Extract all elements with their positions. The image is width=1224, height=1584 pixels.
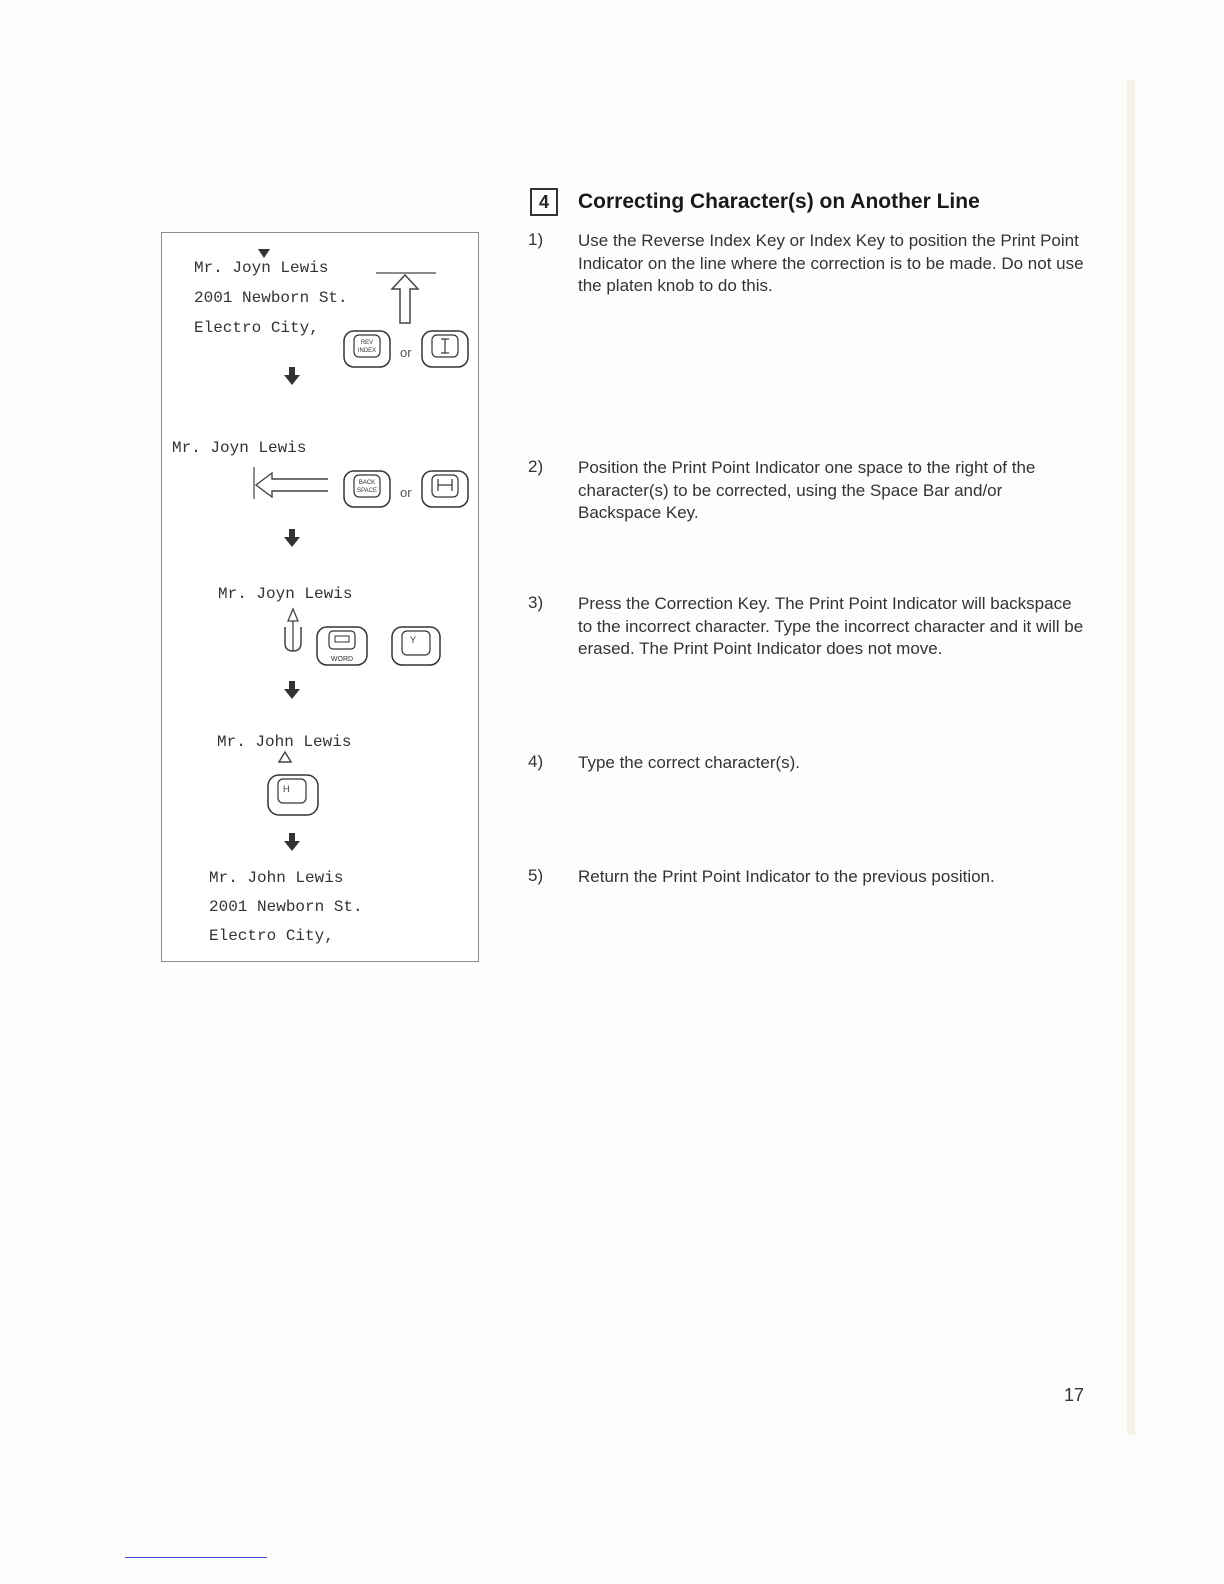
svg-text:SPACE: SPACE: [357, 488, 377, 494]
page-number: 17: [1064, 1385, 1085, 1405]
step-number: 4): [528, 752, 544, 771]
bottom-rule: [125, 1557, 267, 1558]
step-text: Use the Reverse Index Key or Index Key to position the Print Point Indicator on the line where the correction is to be made. Do not use the platen knob to do this.: [578, 231, 1084, 295]
y-key-icon: [390, 625, 442, 667]
backspace-key-icon: [342, 469, 392, 509]
u-turn-arrow-icon: [280, 605, 306, 653]
step-text: Return the Print Point Indicator to the previous position.: [578, 867, 995, 886]
svg-text:INDEX: INDEX: [357, 348, 377, 354]
down-arrow-icon: [284, 367, 300, 385]
address-line-1: Mr. Joyn Lewis: [218, 585, 353, 603]
address-line-1: Mr. Joyn Lewis: [172, 439, 307, 457]
address-line-1: Mr. Joyn Lewis: [194, 259, 329, 277]
margin-release-key-icon: [420, 469, 470, 509]
triangle-marker-icon: [278, 751, 292, 763]
or-label: or: [400, 345, 412, 360]
index-key-icon: [420, 329, 470, 369]
address-line-1: Mr. John Lewis: [209, 869, 344, 887]
svg-text:BACK: BACK: [358, 480, 376, 486]
or-label: or: [400, 485, 412, 500]
down-arrow-icon: [284, 529, 300, 547]
page-edge-shadow: [1127, 80, 1135, 1435]
address-line-1: Mr. John Lewis: [217, 733, 352, 751]
print-point-marker-icon: [258, 249, 270, 259]
section-number-box: 4: [530, 188, 558, 216]
step-number: 5): [528, 866, 544, 885]
step-text: Type the correct character(s).: [578, 753, 801, 772]
address-line-2: 2001 Newborn St.: [209, 898, 363, 916]
step-number: 3): [528, 593, 544, 612]
h-key-icon: [266, 773, 320, 817]
step-number: 2): [528, 457, 544, 476]
step-text: Position the Print Point Indicator one space to the right of the character(s) to be corrected, using the Space Bar and/or Backspace Key.: [578, 458, 1036, 522]
up-arrow-icon: [376, 269, 438, 325]
section-title: Correcting Character(s) on Another Line: [578, 190, 980, 213]
correction-key-icon: [315, 625, 369, 667]
svg-text:WORD: WORD: [330, 656, 354, 663]
address-line-3: Electro City,: [194, 319, 319, 337]
down-arrow-icon: [284, 681, 300, 699]
step-number: 1): [528, 230, 544, 249]
address-line-2: 2001 Newborn St.: [194, 289, 348, 307]
address-line-3: Electro City,: [209, 927, 334, 945]
down-arrow-icon: [284, 833, 300, 851]
svg-text:H: H: [283, 784, 290, 794]
svg-text:REV: REV: [360, 340, 374, 346]
left-arrow-icon: [252, 465, 330, 501]
svg-text:Y: Y: [410, 635, 417, 645]
example-figure-panel: [161, 232, 479, 962]
step-text: Press the Correction Key. The Print Point Indicator will backspace to the incorrect character. Type the incorrect character and it will be erased. The Print Point Indicator does not move.: [578, 594, 1084, 658]
reverse-index-key-icon: [342, 329, 392, 369]
